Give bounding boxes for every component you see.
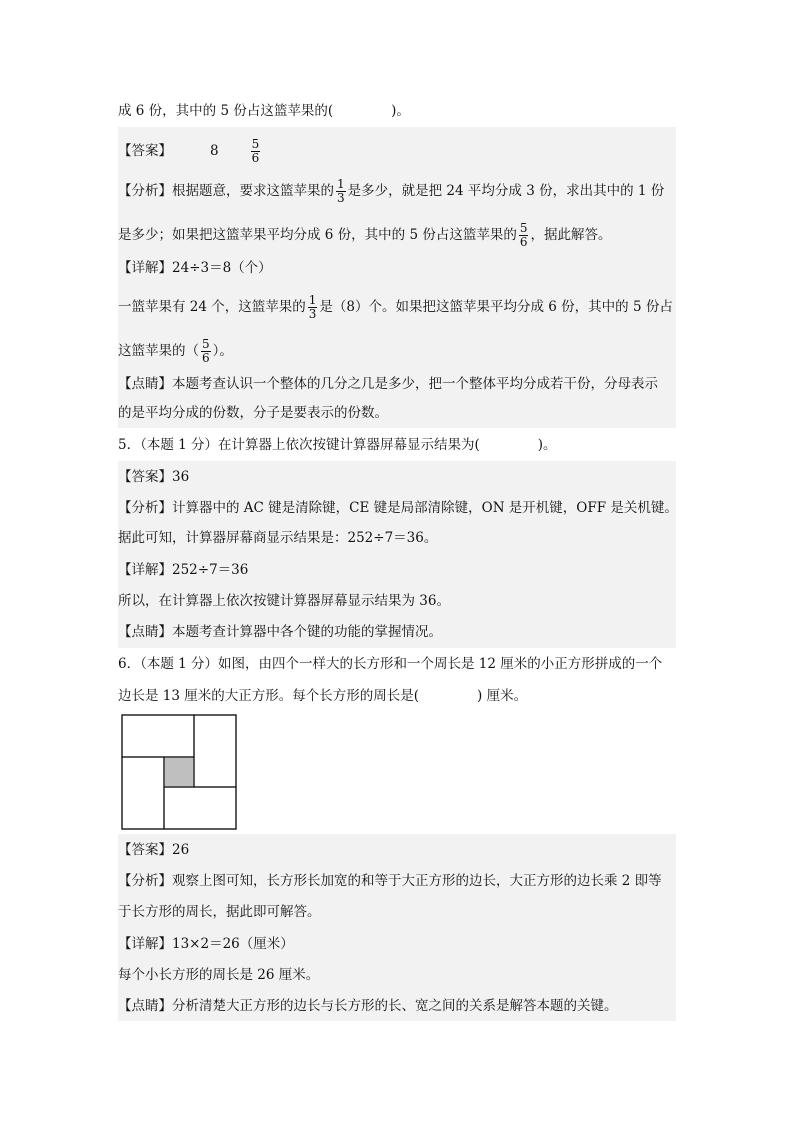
q5-answer: 【答案】36 [118, 469, 190, 485]
q6-analysis-line2: 于长方形的周长，据此即可解答。 [118, 904, 321, 920]
q5-analysis-line2: 据此可知，计算器屏幕商显示结果是：252÷7＝36。 [118, 530, 438, 546]
rectangle-top [122, 715, 194, 757]
fraction: $\frac{5}{6}$ [519, 221, 528, 249]
rectangle-right [194, 715, 236, 787]
q4-stem-tail: 成 6 份，其中的 5 份占这篮苹果的( )。 [118, 103, 410, 119]
q5-detail-line1: 【详解】252÷7＝36 [118, 562, 249, 578]
fraction: $\frac{5}{6}$ [202, 337, 210, 365]
q6-detail-line2: 每个小长方形的周长是 26 厘米。 [118, 967, 320, 983]
small-square [164, 757, 194, 787]
q5-detail-line2: 所以，在计算器上依次按键计算器屏幕显示结果为 36。 [118, 593, 450, 609]
q6-stem-line1: 6．（本题 1 分）如图，由四个一样大的长方形和一个周长是 12 厘米的小正方形拼成的一个 [118, 656, 663, 672]
q4-answer-value: 8 [210, 143, 219, 159]
rectangle-left [122, 757, 164, 829]
q4-detail-line3: 这篮苹果的（ $\frac{5}{6}$ ）。 [118, 337, 233, 365]
q4-comment-line2: 的是平均分成的份数，分子是要表示的份数。 [118, 405, 388, 421]
q6-solution-block [118, 834, 676, 1021]
q4-comment-line1: 【点睛】本题考查认识一个整体的几分之几是多少，把一个整体平均分成若干份，分母表示 [118, 376, 658, 392]
rectangle-bottom [164, 787, 236, 829]
q6-stem-line2: 边长是 13 厘米的大正方形。每个长方形的周长是( ) 厘米。 [118, 688, 528, 704]
q6-answer: 【答案】26 [118, 842, 190, 858]
q4-answer-fraction: $\frac{5}{6}$ [251, 137, 260, 165]
q5-comment: 【点睛】本题考查计算器中各个键的功能的掌握情况。 [118, 624, 442, 640]
q5-analysis-line1: 【分析】计算器中的 AC 键是清除键，CE 键是局部清除键，ON 是开机键，OFF 是关机键。 [118, 500, 678, 516]
q4-detail-line2: 一篮苹果有 24 个，这篮苹果的 $\frac{1}{3}$ 是（8）个。如果把这篮苹果平均分成 6 份，其中的 5 份占 [118, 293, 673, 321]
square-figure [120, 713, 240, 833]
q4-answer: 【答案】 8 $\frac{5}{6}$ [118, 137, 260, 165]
q5-solution-block [118, 461, 676, 648]
fraction: $\frac{1}{3}$ [337, 177, 345, 205]
q5-stem: 5．（本题 1 分）在计算器上依次按键计算器屏幕显示结果为( )。 [118, 437, 557, 453]
q5-answer-value: 36 [172, 469, 190, 485]
q4-detail-line1: 【详解】24÷3＝8（个） [118, 260, 272, 276]
q6-answer-value: 26 [172, 842, 190, 858]
q6-analysis-line1: 【分析】观察上图可知，长方形长加宽的和等于大正方形的边长，大正方形的边长乘 2 即等 [118, 873, 662, 889]
q6-detail-line1: 【详解】13×2＝26（厘米） [118, 936, 294, 952]
q4-analysis-line2: 是多少；如果把这篮苹果平均分成 6 份，其中的 5 份占这篮苹果的 $\frac{5}{6}$ ，据此解答。 [118, 221, 612, 249]
q4-analysis-line1: 【分析】根据题意，要求这篮苹果的 $\frac{1}{3}$ 是多少，就是把 24 平均分成 3 份，求出其中的 1 份 [118, 177, 665, 205]
fraction: $\frac{1}{3}$ [308, 293, 317, 321]
q6-comment: 【点睛】分析清楚大正方形的边长与长方形的长、宽之间的关系是解答本题的关键。 [118, 998, 618, 1014]
